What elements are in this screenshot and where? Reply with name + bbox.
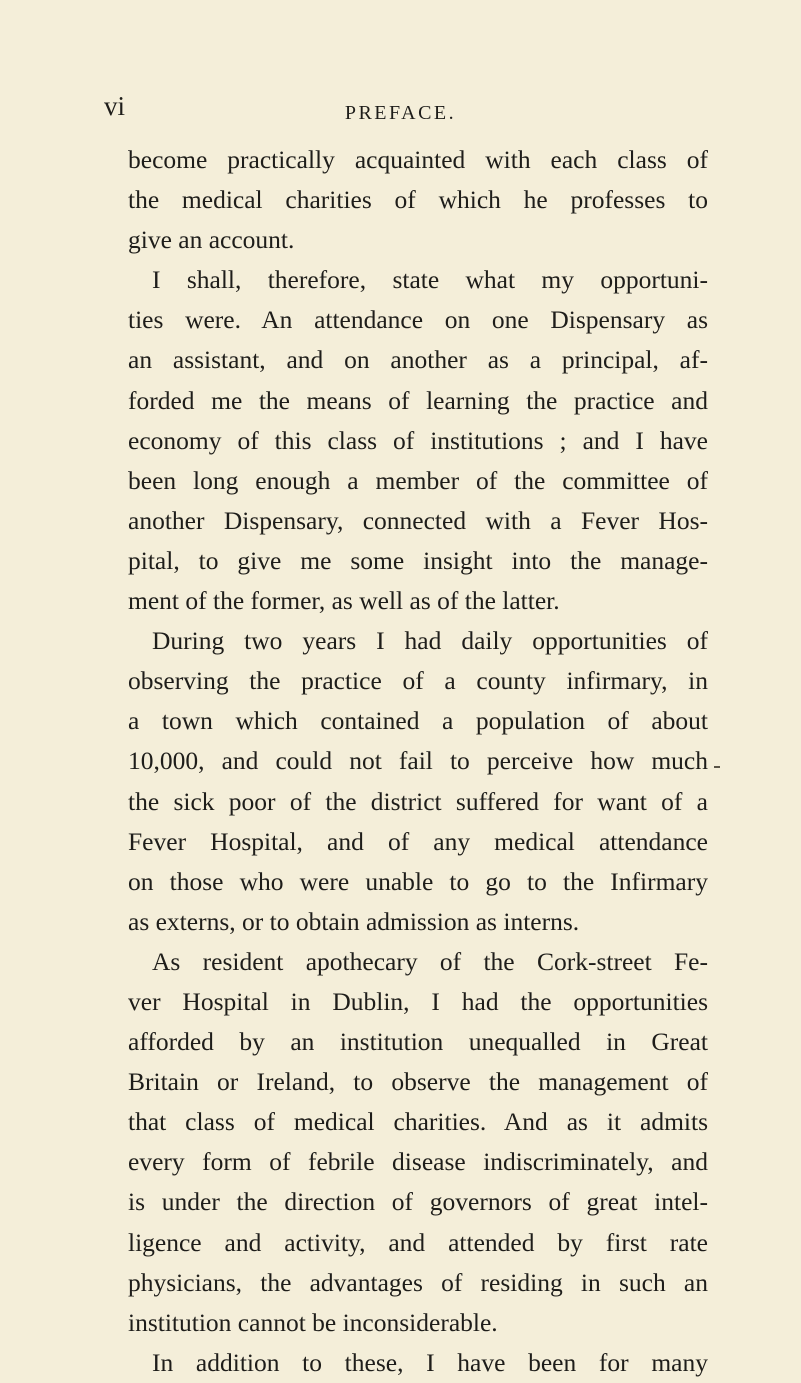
margin-mark bbox=[714, 766, 720, 768]
text-line: As resident apothecary of the Cork-street Fe- bbox=[152, 946, 708, 976]
text-line: is under the direction of governors of great intel- bbox=[128, 1187, 708, 1217]
text-line: ver Hospital in Dublin, I had the opportunities bbox=[128, 986, 708, 1016]
text-line: Fever Hospital, and of any medical attendance bbox=[128, 826, 708, 856]
text-line: that class of medical charities. And as it admits bbox=[128, 1107, 708, 1137]
running-head: PREFACE. bbox=[344, 102, 457, 124]
text-line: ligence and activity, and attended by first rate bbox=[128, 1227, 708, 1257]
text-line: every form of febrile disease indiscriminately, and bbox=[128, 1147, 708, 1177]
text-line: ment of the former, as well as of the latter. bbox=[128, 586, 560, 616]
text-line: I shall, therefore, state what my opportuni- bbox=[152, 265, 708, 295]
text-line: During two years I had daily opportunities of bbox=[152, 626, 708, 656]
text-line: 10,000, and could not fail to perceive how much bbox=[128, 746, 708, 776]
text-line: economy of this class of institutions ; and I have bbox=[128, 425, 708, 455]
text-line: afforded by an institution unequalled in Great bbox=[128, 1027, 708, 1057]
text-line: pital, to give me some insight into the manage- bbox=[128, 545, 708, 575]
text-line: In addition to these, I have been for many bbox=[152, 1347, 708, 1377]
text-line: an assistant, and on another as a principal, af- bbox=[128, 345, 708, 375]
text-line: physicians, the advantages of residing in such an bbox=[128, 1267, 708, 1297]
text-line: institution cannot be inconsiderable. bbox=[128, 1307, 498, 1337]
text-line: the medical charities of which he professes to bbox=[128, 185, 708, 215]
text-line: give an account. bbox=[128, 225, 295, 255]
text-line: ties were. An attendance on one Dispensary as bbox=[128, 305, 708, 335]
body-text bbox=[128, 140, 708, 1383]
text-line: Britain or Ireland, to observe the management of bbox=[128, 1067, 708, 1097]
text-line: a town which contained a population of about bbox=[128, 706, 708, 736]
text-line: observing the practice of a county infirmary, in bbox=[128, 666, 708, 696]
text-line: the sick poor of the district suffered for want of a bbox=[128, 786, 708, 816]
text-line: forded me the means of learning the practice and bbox=[128, 385, 708, 415]
text-line: become practically acquainted with each class of bbox=[128, 145, 708, 174]
text-line: as externs, or to obtain admission as interns. bbox=[128, 906, 580, 936]
text-line: been long enough a member of the committee of bbox=[128, 465, 708, 495]
text-line: on those who were unable to go to the Infirmary bbox=[128, 866, 708, 896]
page-number: vi bbox=[104, 91, 126, 121]
text-line: another Dispensary, connected with a Fever Hos- bbox=[128, 505, 708, 535]
